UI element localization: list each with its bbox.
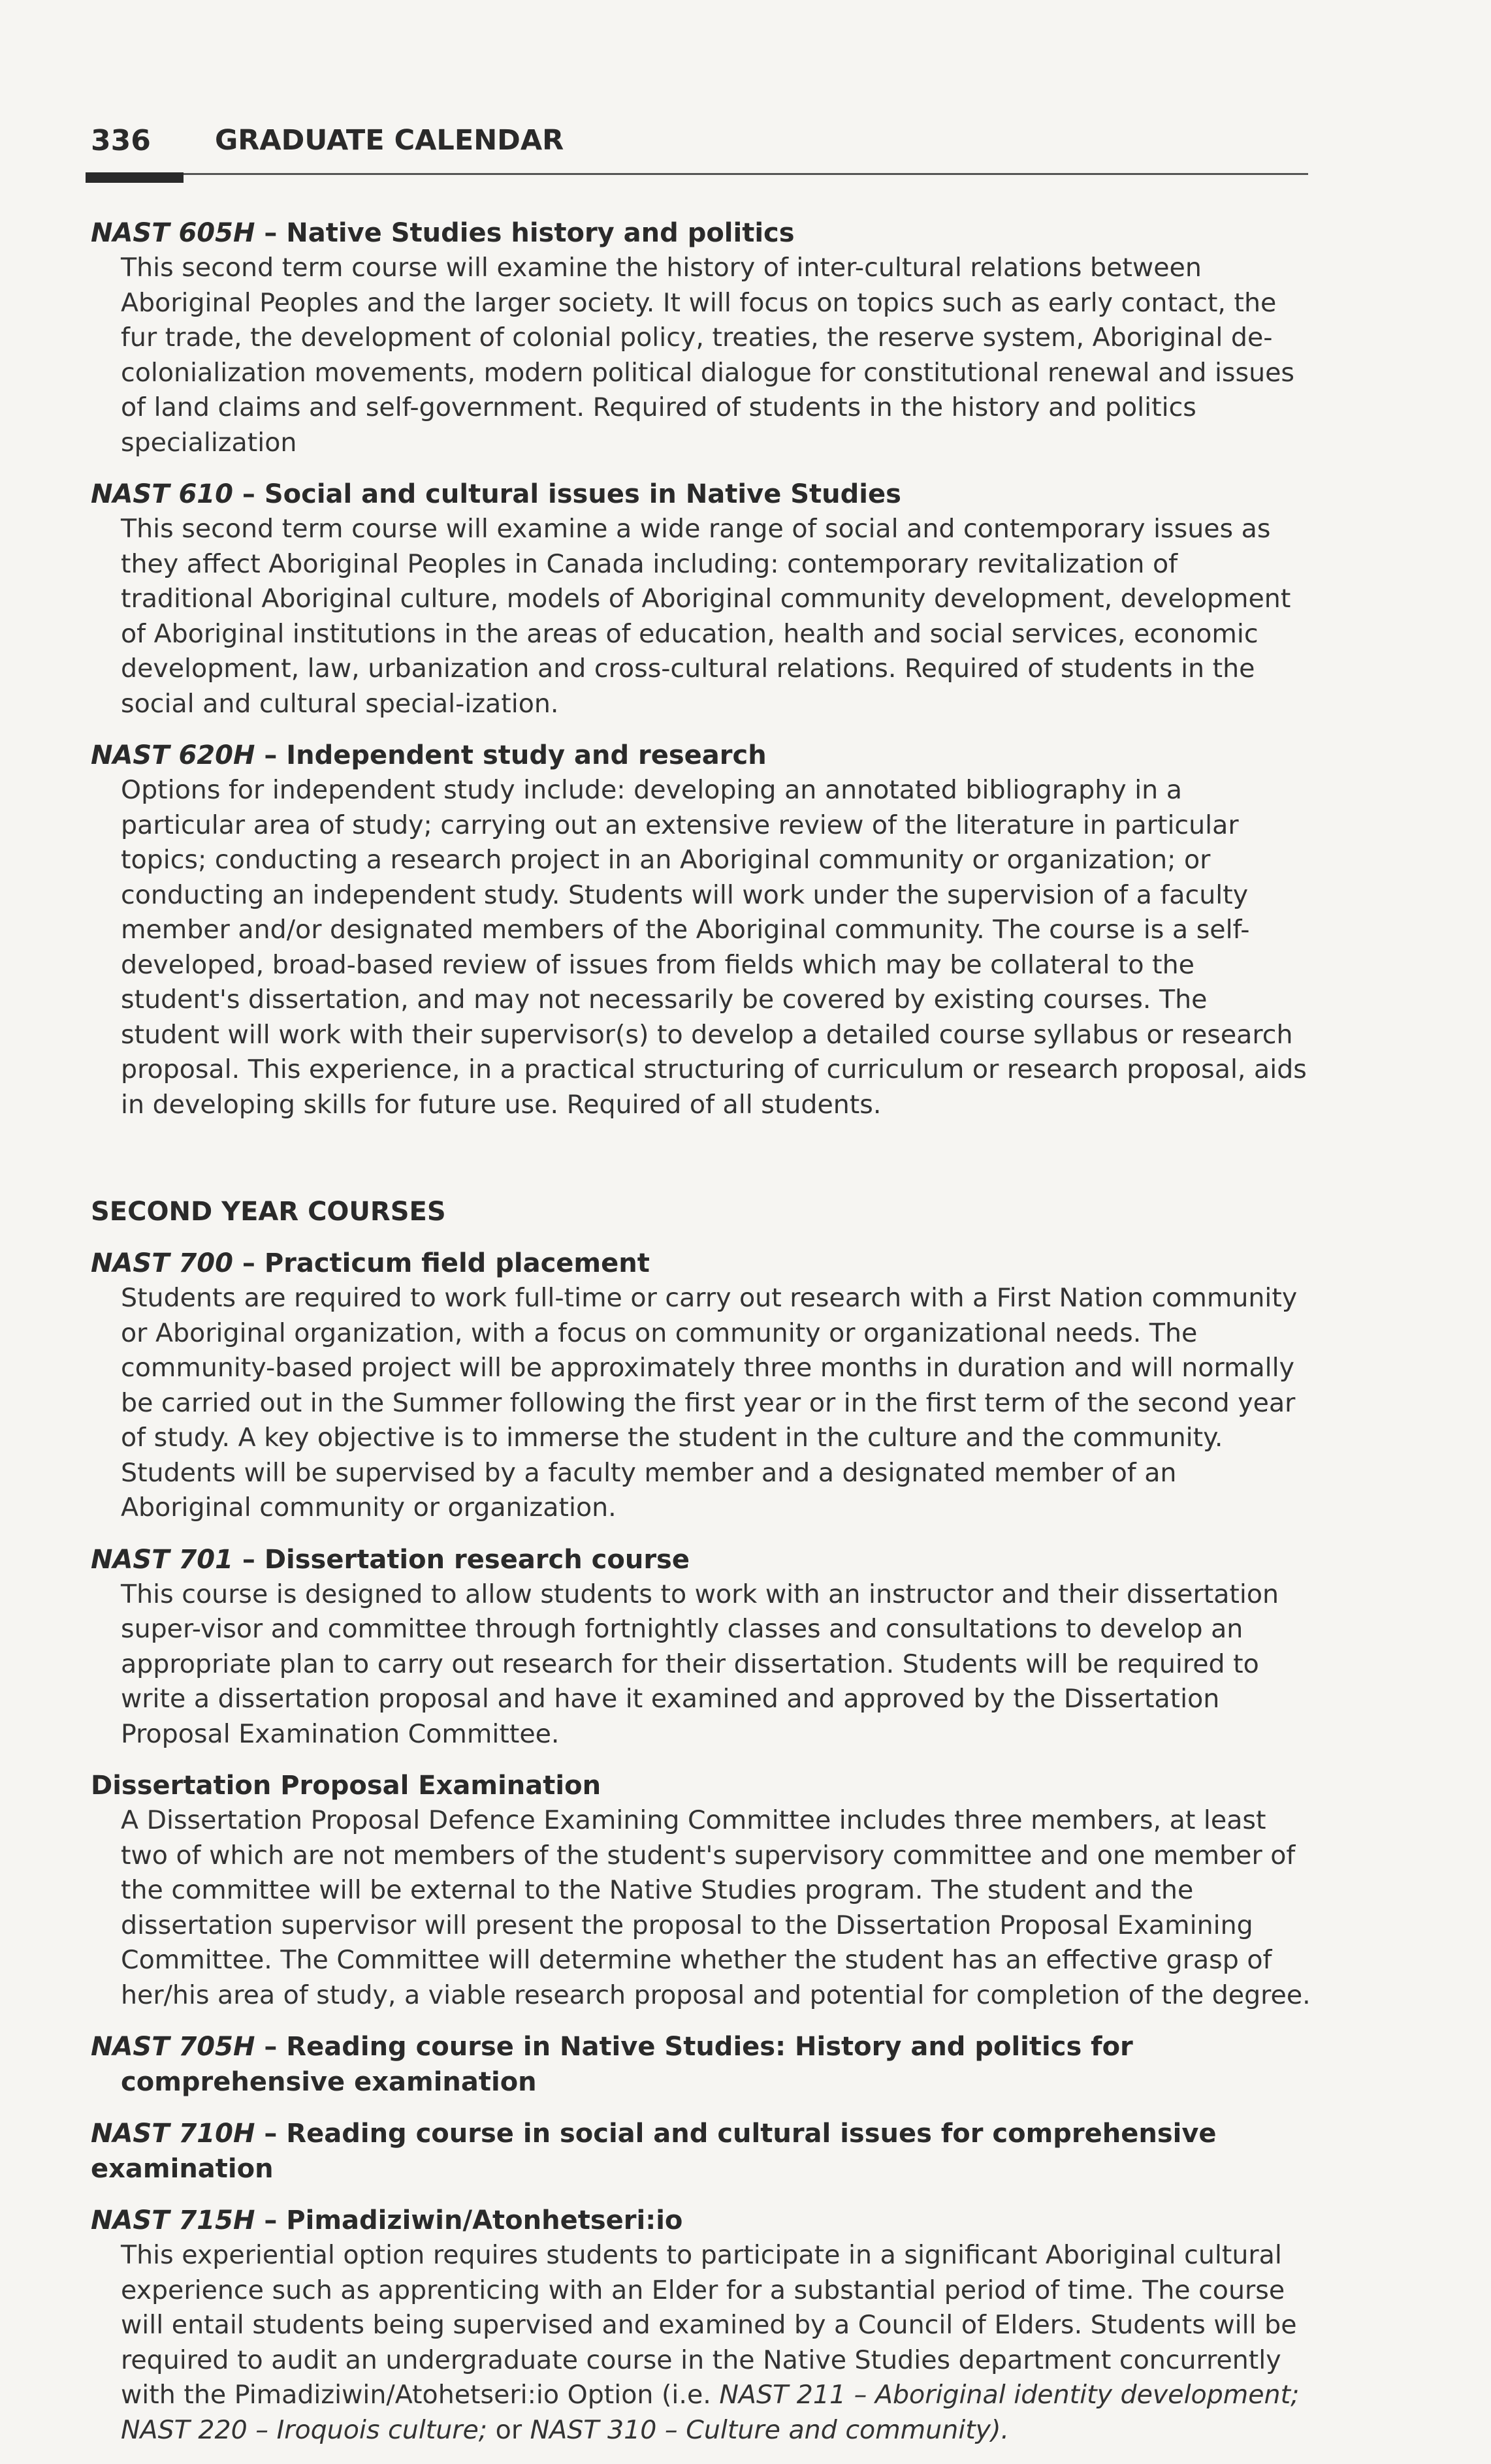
course-title: Reading course in social and cultural issues for comprehensive examination bbox=[91, 2119, 1217, 2184]
course-heading bbox=[91, 2203, 1312, 2238]
course-entry-nast715h bbox=[91, 2203, 1312, 2448]
course-code: NAST 605H bbox=[91, 218, 255, 248]
course-separator: – bbox=[255, 2119, 287, 2149]
course-heading bbox=[91, 738, 1312, 773]
course-description: This second term course will examine the history of inter-cultural relations between Aboriginal Peoples and the larger society. It will focus on topics such as early contact, the fur trade, the development of colonial policy, treaties, the reserve system, Aboriginal de-colonialization movements, modern political dialogue for constitutional renewal and issues of land claims and self-government. Required of students in the history and politics specialization bbox=[121, 253, 1294, 458]
description-text: This experiential option requires students to participate in a significant Aboriginal cultural experience such as apprenticing with an Elder for a substantial period of time. The course will entail students being supervised and examined by a Council of Elders. Students will be required to audit an undergraduate course in the Native Studies department concurrently with the Pimadiziwin/Atohetseri:io Option (i.e. bbox=[121, 2240, 1297, 2410]
course-heading bbox=[91, 477, 1312, 512]
course-separator: – bbox=[255, 218, 287, 248]
course-title: Pimadiziwin/Atonhetseri:io bbox=[286, 2205, 683, 2235]
entry-heading: Dissertation Proposal Examination bbox=[91, 1771, 601, 1801]
course-separator: – bbox=[232, 1248, 265, 1278]
course-reference: NAST 310 – Culture and community). bbox=[530, 2414, 1010, 2445]
course-separator: – bbox=[232, 1544, 265, 1575]
course-heading bbox=[91, 1246, 1312, 1281]
course-title: Native Studies history and politics bbox=[286, 218, 795, 248]
course-heading bbox=[91, 2116, 1312, 2187]
course-entry-nast705h bbox=[91, 2029, 1312, 2100]
course-code: NAST 700 bbox=[91, 1248, 233, 1278]
entry-description: A Dissertation Proposal Defence Examining Committee includes three members, at least two of which are not members of the student's supervisory committee and one member of the committee will be external to the Native Studies program. The student and the dissertation supervisor will present the proposal to the Dissertation Proposal Examining Committee. The Committee will determine whether the student has an effective grasp of her/his area of study, a viable research proposal and potential for completion of the degree. bbox=[121, 1805, 1311, 2010]
course-heading bbox=[91, 1542, 1312, 1577]
course-entry-nast610 bbox=[91, 477, 1312, 721]
course-heading bbox=[91, 215, 1312, 251]
entry-dissertation-proposal-examination bbox=[91, 1768, 1312, 2013]
course-heading bbox=[91, 2029, 1312, 2100]
course-code: NAST 715H bbox=[91, 2205, 255, 2235]
course-title: Practicum field placement bbox=[264, 1248, 650, 1278]
page-content bbox=[91, 215, 1312, 2464]
course-entry-nast620h bbox=[91, 738, 1312, 1122]
course-title: Independent study and research bbox=[286, 740, 767, 770]
course-description: Options for independent study include: developing an annotated bibliography in a particular area of study; carrying out an extensive review of the literature in particular topics; conducting a research project in an Aboriginal community or organization; or conducting an independent study. Students will work under the supervision of a faculty member and/or designated members of the Aboriginal community. The course is a self-developed, broad-based review of issues from fields which may be collateral to the student's dissertation, and may not necessarily be covered by existing courses. The student will work with their supervisor(s) to develop a detailed course syllabus or research proposal. This experience, in a practical structuring of curriculum or research proposal, aids in developing skills for future use. Required of all students. bbox=[121, 775, 1307, 1120]
description-text: or bbox=[487, 2414, 530, 2445]
course-separator: – bbox=[232, 479, 265, 509]
course-title: Reading course in Native Studies: History and politics for comprehensive examination bbox=[121, 2032, 1133, 2097]
course-entry-nast700 bbox=[91, 1246, 1312, 1526]
course-title: Dissertation research course bbox=[264, 1544, 690, 1575]
page-number: 336 bbox=[91, 124, 151, 157]
course-entry-nast605h bbox=[91, 215, 1312, 460]
course-code: NAST 610 bbox=[91, 479, 233, 509]
course-reference: NAST 211 – Aboriginal identity development; NAST 220 – Iroquois culture; bbox=[121, 2380, 1300, 2445]
header-rule-accent bbox=[86, 172, 184, 183]
course-description: This course is designed to allow students to work with an instructor and their dissertation super-visor and committee through fortnightly classes and consultations to develop an appropriate plan to carry out research for their dissertation. Students will be required to write a dissertation proposal and have it examined and approved by the Dissertation Proposal Examination Committee. bbox=[121, 1579, 1279, 1749]
course-code: NAST 620H bbox=[91, 740, 255, 770]
course-description: Students are required to work full-time or carry out research with a First Nation community or Aboriginal organization, with a focus on community or organizational needs. The community-based project will be approximately three months in duration and will normally be carried out in the Summer following the first year or in the first term of the second year of study. A key objective is to immerse the student in the culture and the community. Students will be supervised by a faculty member and a designated member of an Aboriginal community or organization. bbox=[121, 1283, 1298, 1523]
header-rule bbox=[86, 173, 1308, 175]
running-title: GRADUATE CALENDAR bbox=[215, 124, 564, 157]
course-code: NAST 710H bbox=[91, 2119, 255, 2149]
course-title: Social and cultural issues in Native Studies bbox=[264, 479, 901, 509]
course-separator: – bbox=[255, 2032, 287, 2062]
course-entry-nast710h bbox=[91, 2116, 1312, 2187]
course-entry-nast701 bbox=[91, 1542, 1312, 1752]
course-separator: – bbox=[255, 2205, 287, 2235]
course-code: NAST 705H bbox=[91, 2032, 255, 2062]
section-title-second-year: SECOND YEAR COURSES bbox=[91, 1197, 446, 1227]
course-description: This second term course will examine a wide range of social and contemporary issues as they affect Aboriginal Peoples in Canada including: contemporary revitalization of traditional Aboriginal culture, models of Aboriginal community development, development of Aboriginal institutions in the areas of education, health and social services, economic development, law, urbanization and cross-cultural relations. Required of students in the social and cultural special-ization. bbox=[121, 514, 1291, 719]
course-separator: – bbox=[255, 740, 287, 770]
course-description bbox=[121, 2238, 1312, 2448]
course-code: NAST 701 bbox=[91, 1544, 233, 1575]
